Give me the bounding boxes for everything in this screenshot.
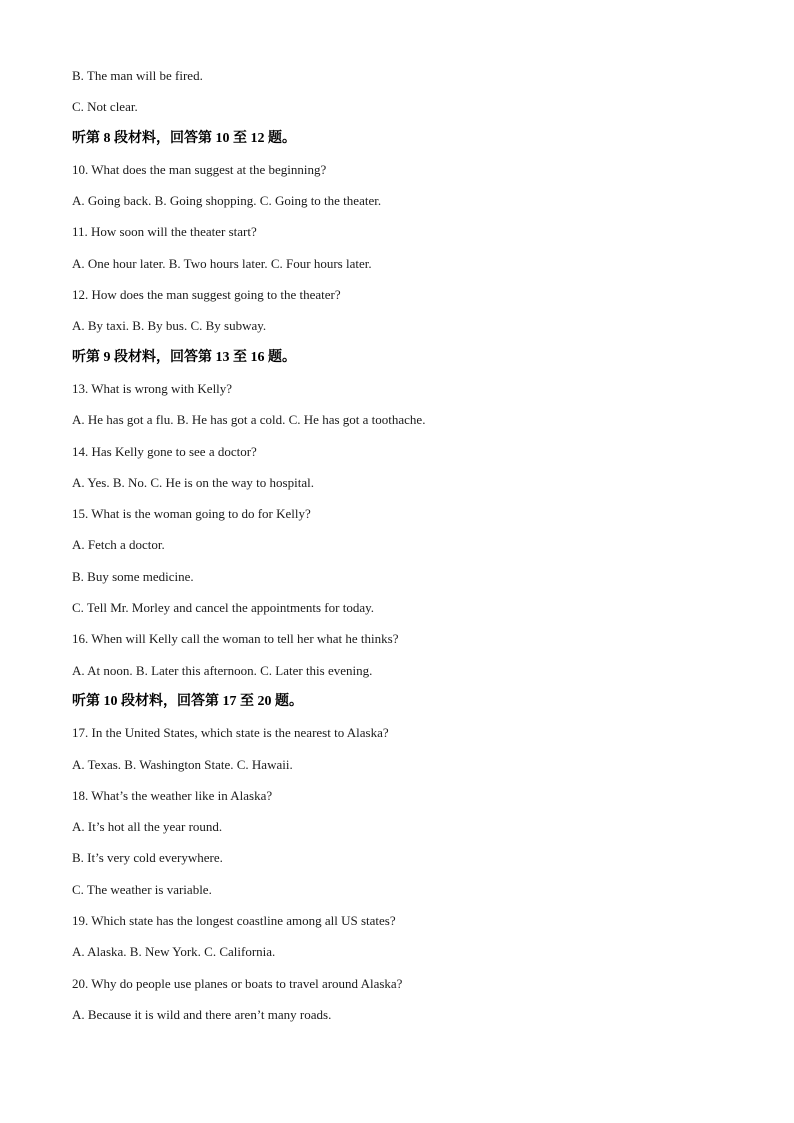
- question-line: 15. What is the woman going to do for Kelly?: [72, 506, 311, 522]
- document-page: [72, 62, 722, 1032]
- question-line: 11. How soon will the theater start?: [72, 224, 257, 240]
- question-line: 20. Why do people use planes or boats to travel around Alaska?: [72, 975, 403, 991]
- option-line: B. Buy some medicine.: [72, 568, 194, 584]
- option-line: B. The man will be fired.: [72, 68, 203, 83]
- option-line: C. Not clear.: [72, 99, 138, 115]
- options-line: A. Alaska. B. New York. C. California.: [72, 944, 276, 960]
- option-line: A. It’s hot all the year round.: [72, 819, 223, 835]
- options-line: A. By taxi. B. By bus. C. By subway.: [72, 318, 267, 334]
- options-line: A. Yes. B. No. C. He is on the way to hospital.: [72, 474, 314, 490]
- option-line: A. Because it is wild and there aren’t many roads.: [72, 1006, 332, 1022]
- question-line: 12. How does the man suggest going to the theater?: [72, 287, 341, 303]
- section-heading: 听第 9 段材料，回答第 13 至 16 题。: [72, 349, 296, 365]
- question-line: 17. In the United States, which state is the nearest to Alaska?: [72, 725, 389, 741]
- question-line: 10. What does the man suggest at the beginning?: [72, 161, 327, 177]
- option-line: A. Fetch a doctor.: [72, 537, 165, 553]
- options-line: A. Texas. B. Washington State. C. Hawaii.: [72, 756, 293, 772]
- question-line: 18. What’s the weather like in Alaska?: [72, 787, 273, 803]
- option-line: C. Tell Mr. Morley and cancel the appointments for today.: [72, 600, 374, 616]
- question-line: 19. Which state has the longest coastline among all US states?: [72, 913, 396, 929]
- options-line: A. One hour later. B. Two hours later. C. Four hours later.: [72, 255, 372, 271]
- question-line: 16. When will Kelly call the woman to tell her what he thinks?: [72, 631, 399, 647]
- options-line: A. Going back. B. Going shopping. C. Going to the theater.: [72, 193, 382, 209]
- question-line: 13. What is wrong with Kelly?: [72, 380, 233, 396]
- options-line: A. At noon. B. Later this afternoon. C. Later this evening.: [72, 662, 373, 678]
- options-line: A. He has got a flu. B. He has got a cold. C. He has got a toothache.: [72, 412, 426, 428]
- option-line: C. The weather is variable.: [72, 881, 212, 897]
- question-line: 14. Has Kelly gone to see a doctor?: [72, 443, 257, 459]
- section-heading: 听第 10 段材料，回答第 17 至 20 题。: [72, 693, 303, 709]
- option-line: B. It’s very cold everywhere.: [72, 850, 223, 866]
- section-heading: 听第 8 段材料，回答第 10 至 12 题。: [72, 130, 296, 146]
